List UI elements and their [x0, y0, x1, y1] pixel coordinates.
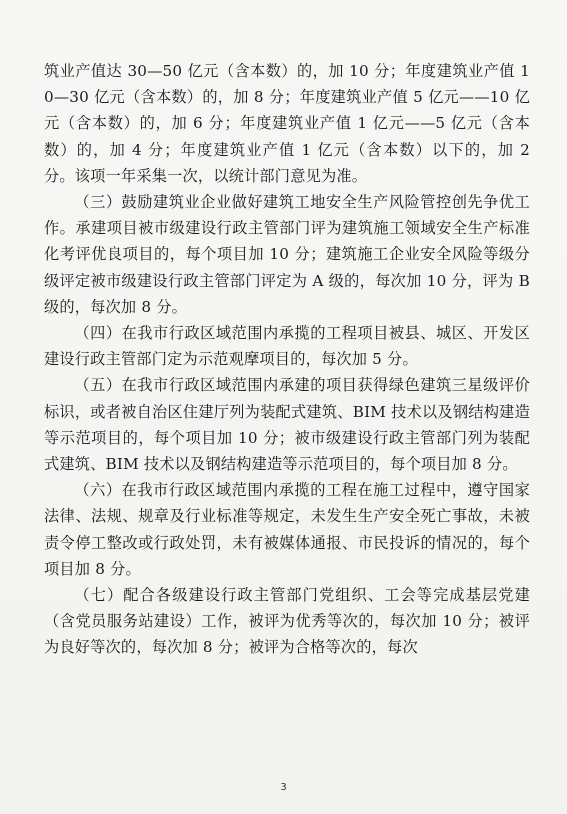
paragraph-item-6: （六）在我市行政区域范围内承揽的工程在施工过程中，遵守国家法律、法规、规章及行业标准等规定，未发生生产安全死亡事故，未被责令停工整改或行政处罚，未有被媒体通报、市民投诉的情况的，每个项目加 8 分。: [44, 481, 530, 578]
page-number: 3: [280, 782, 287, 793]
paragraph-item-5: （五）在我市行政区域范围内承建的项目获得绿色建筑三星级评价标识，或者被自治区住建厅列为装配式建筑、BIM 技术以及钢结构建造等示范项目的，每个项目加 10 分；被市级建设行政主管部门列为装配式建筑、BIM 技术以及钢结构建造等示范项目的，每个项目加 8 分。: [44, 376, 530, 474]
paragraph-continuation: 筑业产值达 30—50 亿元（含本数）的，加 10 分；年度建筑业产值 10—30 亿元（含本数）的，加 8 分；年度建筑业产值 5 亿元——10 亿元（含本数）的，加 6 分；年度建筑业产值 1 亿元——5 亿元（含本数）的，加 4 分；年度建筑业产值 1 亿元（含本数）以下的，加 2 分。该项一年采集一次，以统计部门意见为准。: [44, 62, 530, 185]
paragraph-item-3: （三）鼓励建筑业企业做好建筑工地安全生产风险管控创先争优工作。承建项目被市级建设行政主管部门评为建筑施工领域安全生产标准化考评优良项目的，每个项目加 10 分；建筑施工企业安全风险等级分级评定被市级建设行政主管部门评定为 A 级的，每次加 10 分，评为 B 级的，每次加 8 分。: [44, 193, 530, 316]
body-text: [44, 58, 530, 661]
paragraph-item-7: （七）配合各级建设行政主管部门党组织、工会等完成基层党建（含党员服务站建设）工作，被评为优秀等次的，每次加 10 分；被评为良好等次的，每次加 8 分；被评为合格等次的，每次: [44, 586, 530, 657]
paragraph-item-4: （四）在我市行政区域范围内承揽的工程项目被县、城区、开发区建设行政主管部门定为示范观摩项目的，每次加 5 分。: [44, 324, 530, 369]
